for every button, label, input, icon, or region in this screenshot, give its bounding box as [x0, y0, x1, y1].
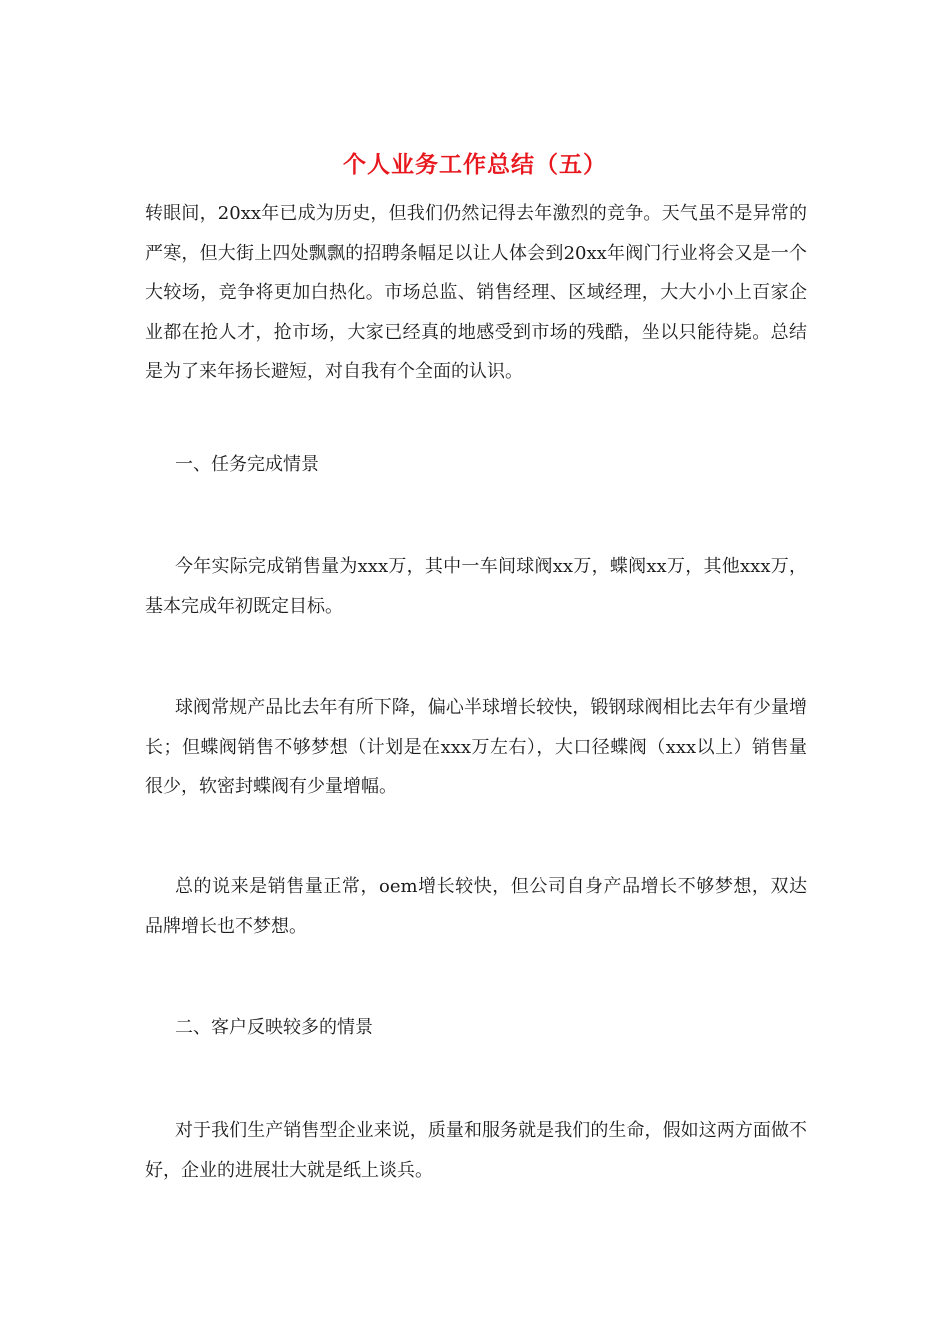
intro-paragraph: 转眼间，20xx年已成为历史，但我们仍然记得去年激烈的竞争。天气虽不是异常的严寒，但大街上四处飘飘的招聘条幅足以让人体会到20xx年阀门行业将会又是一个大较场，竞争将更加白热化。市场总监、销售经理、区域经理，大大小小上百家企业都在抢人才，抢市场，大家已经真的地感受到市场的残酷，坐以只能待毙。总结是为了来年扬长避短，对自我有个全面的认识。: [145, 203, 807, 382]
ball-valve-paragraph: 球阀常规产品比去年有所下降，偏心半球增长较快，锻钢球阀相比去年有少量增长；但蝶阀销售不够梦想（计划是在xxx万左右），大口径蝶阀（xxx以上）销售量很少，软密封蝶阀有少量增幅。: [145, 697, 807, 797]
summary-paragraph: 总的说来是销售量正常，oem增长较快，但公司自身产品增长不够梦想，双达 品牌增长也不梦想。: [145, 876, 807, 937]
section-heading-customer-feedback: 二、客户反映较多的情景: [175, 1017, 373, 1038]
document-title: 个人业务工作总结（五）: [343, 151, 607, 178]
section-heading-task-completion: 一、任务完成情景: [175, 454, 319, 475]
sales-paragraph: 今年实际完成销售量为xxx万，其中一车间球阀xx万，蝶阀xx万，其他xxx万，基本完成年初既定目标。: [145, 556, 807, 617]
customer-paragraph: 对于我们生产销售型企业来说，质量和服务就是我们的生命，假如这两方面做不好，企业的进展壮大就是纸上谈兵。: [145, 1120, 807, 1181]
